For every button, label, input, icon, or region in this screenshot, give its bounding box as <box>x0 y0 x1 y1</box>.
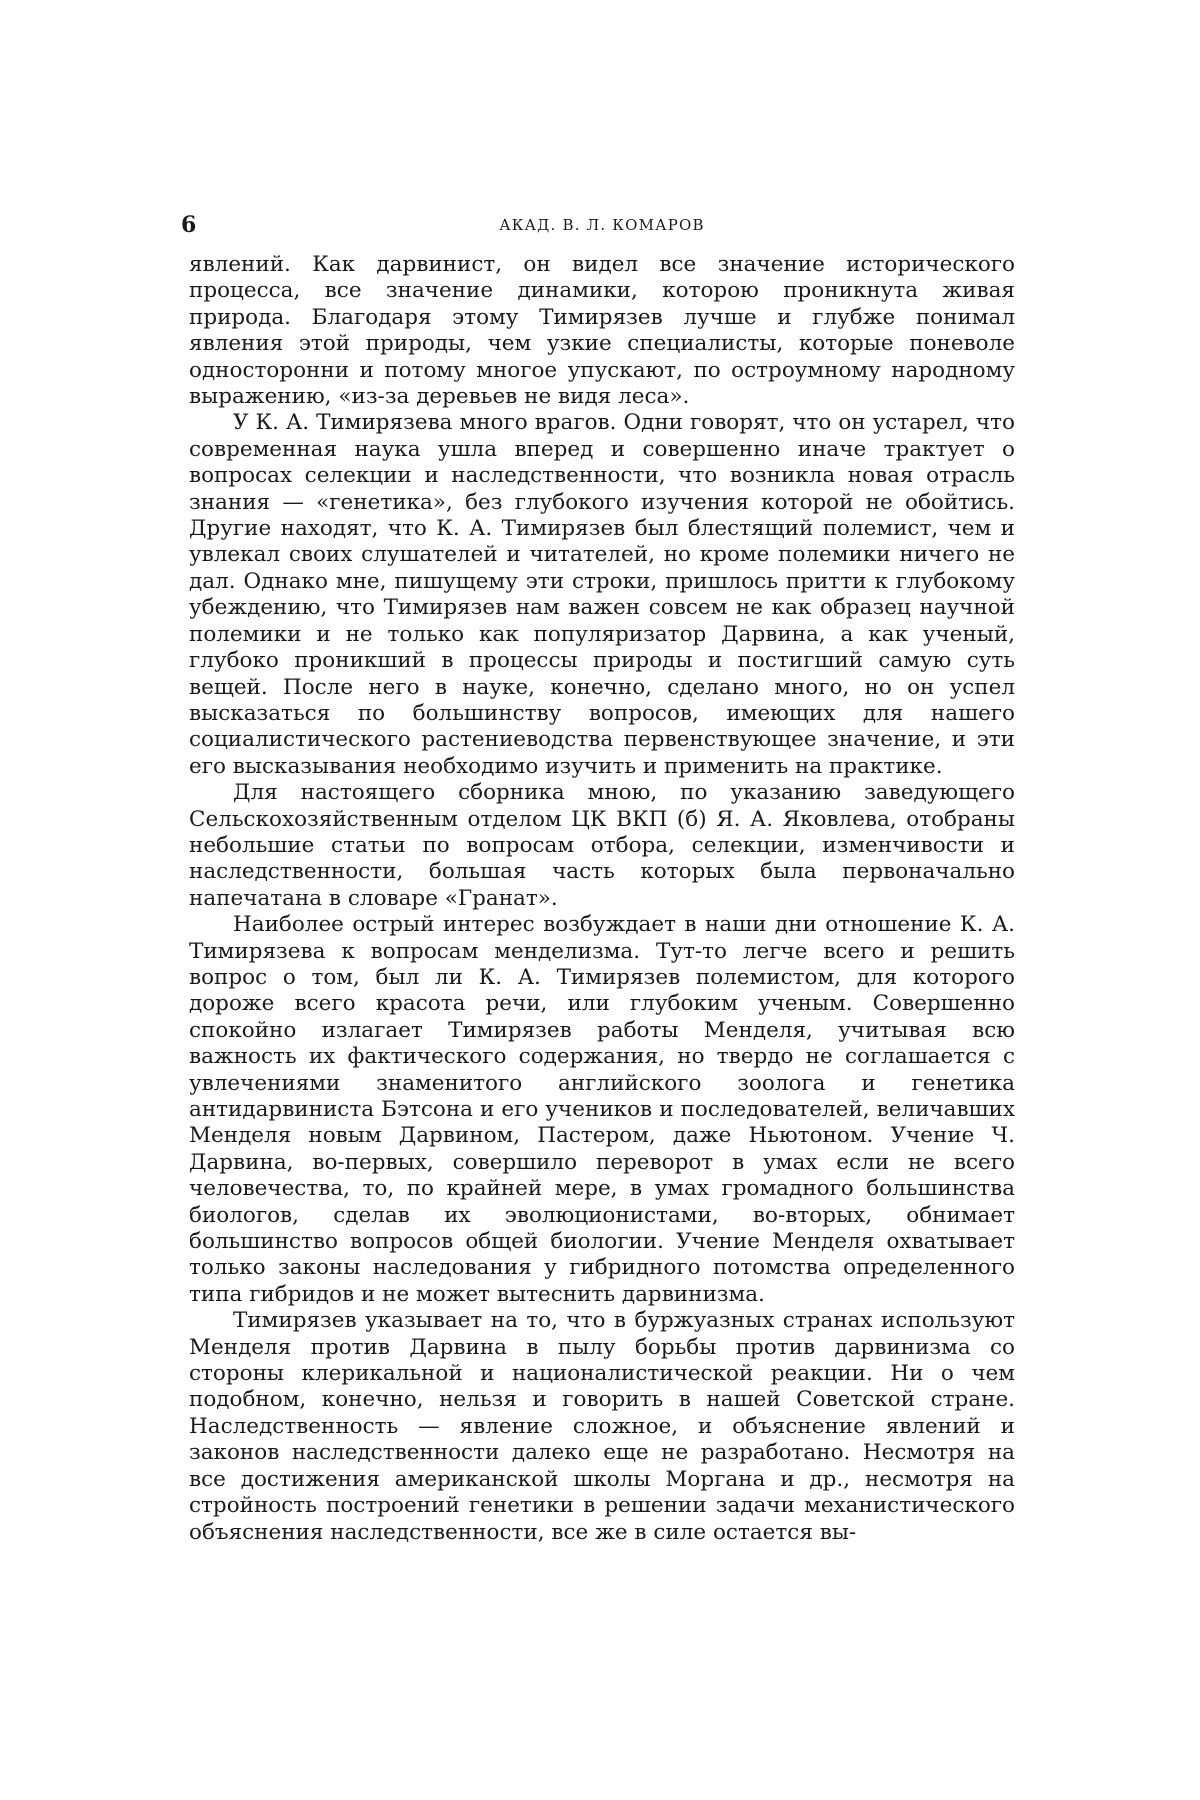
running-head <box>189 212 1015 242</box>
book-page <box>189 212 1015 1546</box>
running-title: АКАД. В. Л. КОМАРОВ <box>189 216 1015 234</box>
paragraph-2: У К. А. Тимирязева много врагов. Одни говорят, что он устарел, что современная наука ушла вперед и совершенно иначе трактует о вопросах селекции и наследственности, что возникла новая отрасль знания — «генетика», без глубокого изучения которой не обойтись. Другие находят, что К. А. Тимирязев был блестящий полемист, чем и увлекал своих слушателей и читателей, но кроме полемики ничего не дал. Однако мне, пишущему эти строки, пришлось притти к глубокому убеждению, что Тимирязев нам важен совсем не как образец научной полемики и не только как популяризатор Дарвина, а как ученый, глубоко проникший в процессы природы и постигший самую суть вещей. После него в науке, конечно, сделано много, но он успел высказаться по большинству вопросов, имеющих для нашего социалистического растениеводства первенствующее значение, и эти его высказывания необходимо изучить и применить на практике. <box>189 410 1015 780</box>
paragraph-5: Тимирязев указывает на то, что в буржуазных странах используют Менделя против Дарвина в пылу борьбы против дарвинизма со стороны клерикальной и националистической реакции. Ни о чем подобном, конечно, нельзя и говорить в нашей Советской стране. Наследственность — явление сложное, и объяснение явлений и законов наследственности далеко еще не разработано. Несмотря на все достижения американской школы Моргана и др., несмотря на стройность построений генетики в решении задачи механистического объяснения наследственности, все же в силе остается вы- <box>189 1308 1015 1546</box>
paragraph-3: Для настоящего сборника мною, по указанию заведующего Сельскохозяйственным отделом ЦК ВКП (б) Я. А. Яковлева, отобраны небольшие статьи по вопросам отбора, селекции, изменчивости и наследственности, большая часть которых была первоначально напечатана в словаре «Гранат». <box>189 780 1015 912</box>
body-text <box>189 252 1015 1546</box>
page-number: 6 <box>181 212 196 238</box>
paragraph-1: явлений. Как дарвинист, он видел все значение исторического процесса, все значение динамики, которою проникнута живая природа. Благодаря этому Тимирязев лучше и глубже понимал явления этой природы, чем узкие специалисты, которые поневоле односторонни и потому многое упускают, по остроумному народному выражению, «из-за деревьев не видя леса». <box>189 252 1015 410</box>
paragraph-4: Наиболее острый интерес возбуждает в наши дни отношение К. А. Тимирязева к вопросам менделизма. Тут-то легче всего и решить вопрос о том, был ли К. А. Тимирязев полемистом, для которого дороже всего красота речи, или глубоким ученым. Совершенно спокойно излагает Тимирязев работы Менделя, учитывая всю важность их фактического содержания, но твердо не соглашается с увлечениями знаменитого английского зоолога и генетика антидарвиниста Бэтсона и его учеников и последователей, величавших Менделя новым Дарвином, Пастером, даже Ньютоном. Учение Ч. Дарвина, во-первых, совершило переворот в умах если не всего человечества, то, по крайней мере, в умах громадного большинства биологов, сделав их эволюционистами, во-вторых, обнимает большинство вопросов общей биологии. Учение Менделя охватывает только законы наследования у гибридного потомства определенного типа гибридов и не может вытеснить дарвинизма. <box>189 912 1015 1308</box>
